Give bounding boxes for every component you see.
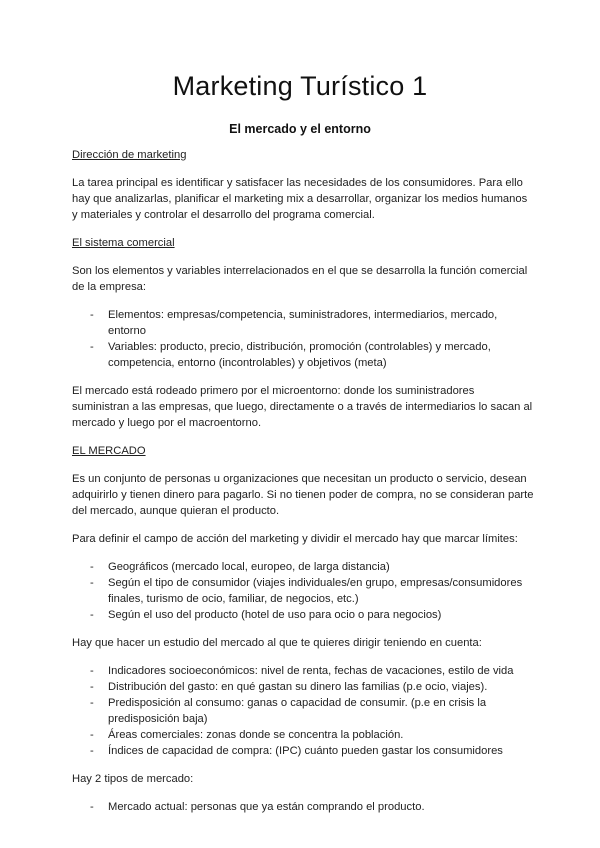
list-limites xyxy=(72,559,534,623)
list-item: - Según el uso del producto (hotel de uso para ocio o para negocios) xyxy=(108,607,534,623)
list-estudio xyxy=(72,663,534,759)
page-title: Marketing Turístico 1 xyxy=(172,71,428,101)
list-item: - Predisposición al consumo: ganas o capacidad de consumir. (p.e en crisis la predisposición baja) xyxy=(108,695,534,727)
list-item: - Mercado actual: personas que ya están comprando el producto. xyxy=(108,799,534,815)
paragraph-limites: Para definir el campo de acción del marketing y dividir el mercado hay que marcar límites: xyxy=(72,533,518,545)
paragraph-direccion: La tarea principal es identificar y satisfacer las necesidades de los consumidores. Para ello hay que analizarlas, planificar el marketing mix a desarrollar, organizar los medios humanos y materiales y controlar el desarrollo del programa comercial. xyxy=(72,177,528,221)
section-heading-direccion: Dirección de marketing xyxy=(72,149,187,161)
list-item: - Indicadores socioeconómicos: nivel de renta, fechas de vacaciones, estilo de vida xyxy=(108,663,534,679)
paragraph-mercado: Es un conjunto de personas u organizaciones que necesitan un producto o servicio, desean adquirirlo y tienen dinero para pagarlo. Si no tienen poder de compra, no se consideran parte del mercado, aunque quieran el producto. xyxy=(72,473,534,517)
list-item: - Geográficos (mercado local, europeo, de larga distancia) xyxy=(108,559,534,575)
list-item: - Índices de capacidad de compra: (IPC) cuánto pueden gastar los consumidores xyxy=(108,743,534,759)
list-item: - Variables: producto, precio, distribución, promoción (controlables) y mercado, competencia, entorno (incontrolables) y objetivos (meta) xyxy=(108,339,534,371)
page-subtitle: El mercado y el entorno xyxy=(229,122,371,136)
list-item: - Áreas comerciales: zonas donde se concentra la población. xyxy=(108,727,534,743)
paragraph-sistema: Son los elementos y variables interrelacionados en el que se desarrolla la función comercial de la empresa: xyxy=(72,265,528,293)
document-body xyxy=(72,147,534,827)
list-item: - Distribución del gasto: en qué gastan su dinero las familias (p.e ocio, viajes). xyxy=(108,679,534,695)
list-tipos xyxy=(72,799,534,815)
paragraph-tipos: Hay 2 tipos de mercado: xyxy=(72,773,194,785)
paragraph-entorno: El mercado está rodeado primero por el microentorno: donde los suministradores suministran a las empresas, que luego, directamente o a través de intermediarios lo sacan al mercado y luego por el macroentorno. xyxy=(72,385,533,429)
list-item: - Según el tipo de consumidor (viajes individuales/en grupo, empresas/consumidores finales, turismo de ocio, familiar, de negocios, etc.) xyxy=(108,575,534,607)
list-item: - Elementos: empresas/competencia, suministradores, intermediarios, mercado, entorno xyxy=(108,307,534,339)
list-sistema xyxy=(72,307,534,371)
section-heading-mercado: EL MERCADO xyxy=(72,445,146,457)
section-heading-sistema: El sistema comercial xyxy=(72,237,175,249)
paragraph-estudio: Hay que hacer un estudio del mercado al que te quieres dirigir teniendo en cuenta: xyxy=(72,637,482,649)
